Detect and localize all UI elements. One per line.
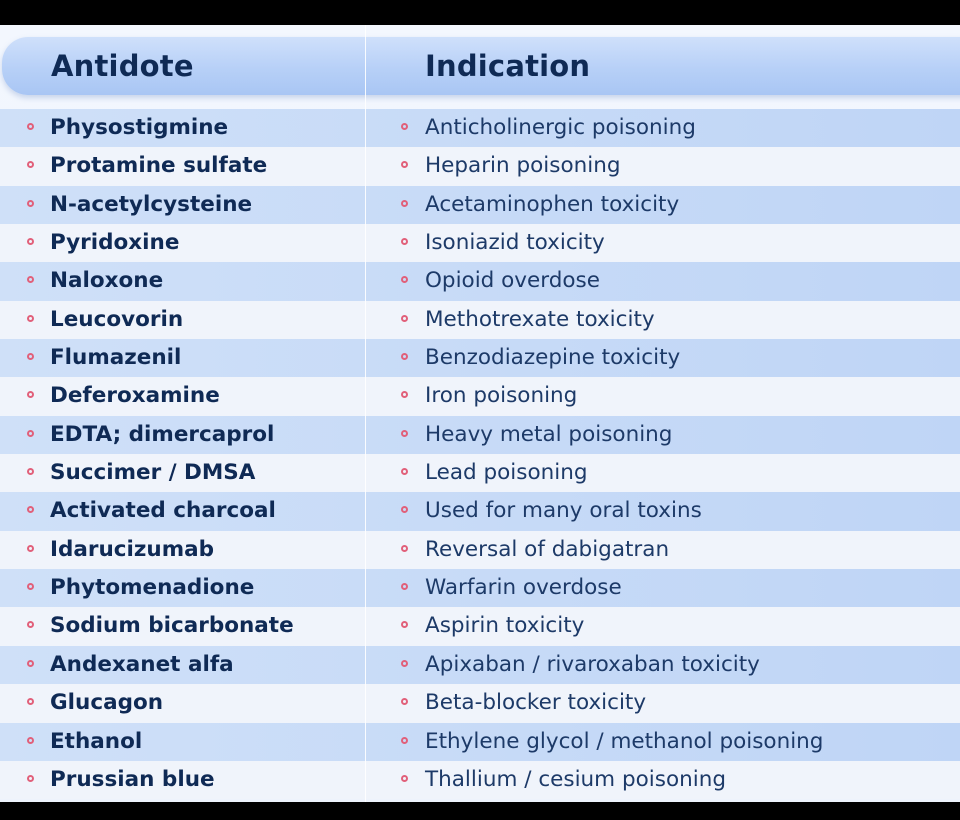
bullet-icon <box>27 161 34 168</box>
table-row <box>0 454 960 492</box>
bullet-icon <box>401 583 408 590</box>
bullet-icon <box>401 621 408 628</box>
bullet-icon <box>401 353 408 360</box>
antidote-cell: N-acetylcysteine <box>50 191 253 217</box>
bullet-icon <box>401 698 408 705</box>
bullet-icon <box>401 545 408 552</box>
bullet-icon <box>401 775 408 782</box>
indication-cell: Ethylene glycol / methanol poisoning <box>425 728 824 754</box>
indication-cell: Used for many oral toxins <box>425 498 702 524</box>
bullet-icon <box>27 468 34 475</box>
table-row <box>0 723 960 761</box>
indication-cell: Thallium / cesium poisoning <box>425 766 726 792</box>
table-row <box>0 224 960 262</box>
bullet-icon <box>401 123 408 130</box>
bullet-icon <box>27 430 34 437</box>
indication-cell: Apixaban / rivaroxaban toxicity <box>425 651 760 677</box>
bullet-icon <box>401 430 408 437</box>
bullet-icon <box>401 315 408 322</box>
indication-cell: Beta-blocker toxicity <box>425 690 647 716</box>
table-body <box>0 109 960 799</box>
bullet-icon <box>27 238 34 245</box>
antidote-cell: Phytomenadione <box>50 575 255 601</box>
table-row <box>0 531 960 569</box>
bullet-icon <box>401 660 408 667</box>
indication-cell: Heavy metal poisoning <box>425 421 673 447</box>
antidote-cell: EDTA; dimercaprol <box>50 421 275 447</box>
bullet-icon <box>27 621 34 628</box>
bullet-icon <box>401 238 408 245</box>
bullet-icon <box>27 545 34 552</box>
bullet-icon <box>27 583 34 590</box>
bullet-icon <box>401 161 408 168</box>
indication-cell: Aspirin toxicity <box>425 613 585 639</box>
bullet-icon <box>27 698 34 705</box>
bullet-icon <box>27 391 34 398</box>
table-row <box>0 147 960 185</box>
column-header-indication: Indication <box>425 49 591 83</box>
bullet-icon <box>27 315 34 322</box>
indication-cell: Acetaminophen toxicity <box>425 191 680 217</box>
antidote-cell: Andexanet alfa <box>50 651 234 677</box>
bullet-icon <box>27 200 34 207</box>
table-row <box>0 684 960 722</box>
column-divider <box>365 25 366 802</box>
indication-cell: Warfarin overdose <box>425 575 622 601</box>
antidote-cell: Physostigmine <box>50 115 229 140</box>
bullet-icon <box>27 775 34 782</box>
antidote-cell: Activated charcoal <box>50 498 276 524</box>
table-row <box>0 569 960 607</box>
bullet-icon <box>27 737 34 744</box>
column-header-antidote: Antidote <box>51 49 194 83</box>
antidote-cell: Pyridoxine <box>50 230 180 256</box>
table-row <box>0 339 960 377</box>
table-row <box>0 186 960 224</box>
table-row <box>0 262 960 300</box>
bullet-icon <box>401 506 408 513</box>
indication-cell: Reversal of dabigatran <box>425 536 670 562</box>
antidote-table-card <box>0 25 960 802</box>
bullet-icon <box>401 468 408 475</box>
antidote-cell: Succimer / DMSA <box>50 460 256 486</box>
bullet-icon <box>401 200 408 207</box>
bullet-icon <box>27 353 34 360</box>
table-row <box>0 109 960 147</box>
bullet-icon <box>401 391 408 398</box>
indication-cell: Methotrexate toxicity <box>425 306 655 332</box>
table-row <box>0 416 960 454</box>
antidote-cell: Leucovorin <box>50 306 184 332</box>
table-header <box>2 37 960 95</box>
bullet-icon <box>401 276 408 283</box>
indication-cell: Anticholinergic poisoning <box>425 115 696 140</box>
antidote-cell: Sodium bicarbonate <box>50 613 294 639</box>
table-row <box>0 646 960 684</box>
table-row <box>0 492 960 530</box>
bullet-icon <box>27 506 34 513</box>
table-row <box>0 607 960 645</box>
antidote-cell: Naloxone <box>50 268 164 294</box>
indication-cell: Opioid overdose <box>425 268 600 294</box>
antidote-cell: Prussian blue <box>50 766 215 792</box>
bullet-icon <box>27 276 34 283</box>
indication-cell: Isoniazid toxicity <box>425 230 605 256</box>
indication-cell: Iron poisoning <box>425 383 578 409</box>
indication-cell: Heparin poisoning <box>425 153 621 179</box>
bullet-icon <box>27 123 34 130</box>
table-row <box>0 761 960 799</box>
table-row <box>0 301 960 339</box>
indication-cell: Benzodiazepine toxicity <box>425 345 681 371</box>
indication-cell: Lead poisoning <box>425 460 588 486</box>
antidote-cell: Glucagon <box>50 690 164 716</box>
antidote-cell: Protamine sulfate <box>50 153 268 179</box>
antidote-cell: Idarucizumab <box>50 536 215 562</box>
bullet-icon <box>27 660 34 667</box>
antidote-cell: Deferoxamine <box>50 383 220 409</box>
antidote-cell: Flumazenil <box>50 345 182 371</box>
table-row <box>0 377 960 415</box>
bullet-icon <box>401 737 408 744</box>
antidote-cell: Ethanol <box>50 728 143 754</box>
